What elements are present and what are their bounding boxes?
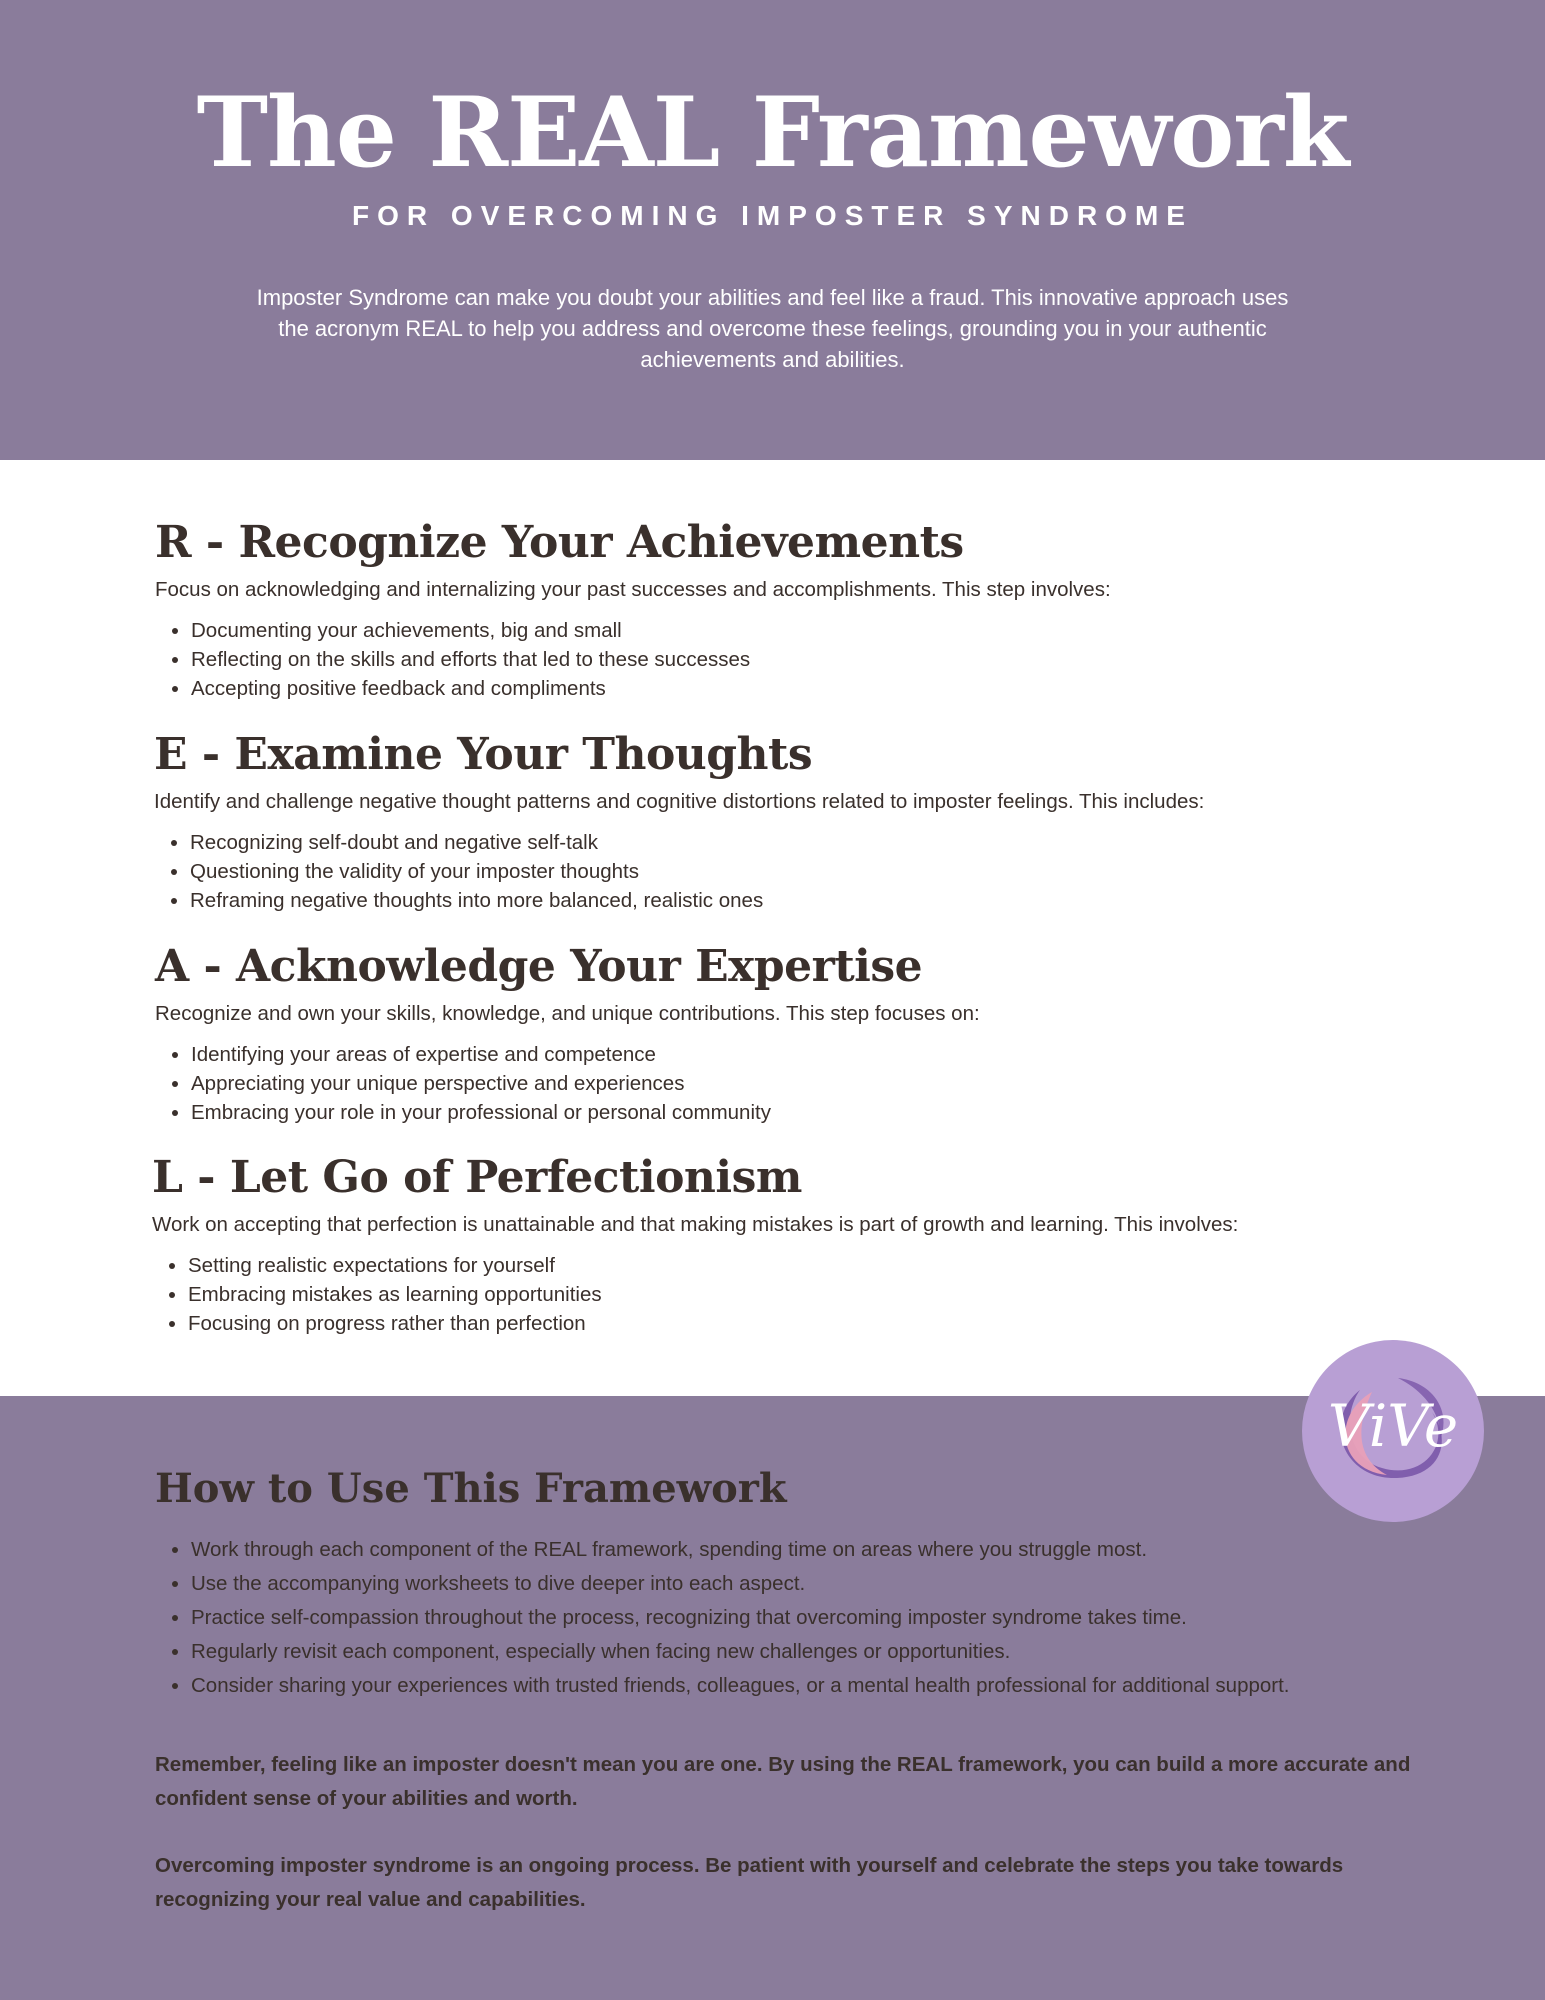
- list-item: • Identifying your areas of expertise and competence: [191, 1040, 1455, 1069]
- section-list: [155, 616, 1455, 703]
- section-heading: A - Acknowledge Your Expertise: [155, 941, 923, 992]
- list-item: • Use the accompanying worksheets to dive deeper into each aspect.: [191, 1567, 1491, 1601]
- list-item: • Consider sharing your experiences with trusted friends, colleagues, or a mental health professional for additional support.: [191, 1669, 1491, 1703]
- section-examine: [154, 728, 1454, 915]
- section-list: [155, 1040, 1455, 1127]
- list-item: • Regularly revisit each component, especially when facing new challenges or opportunities.: [191, 1635, 1491, 1669]
- vive-logo-icon: [1302, 1340, 1484, 1522]
- list-item: • Practice self-compassion throughout the process, recognizing that overcoming imposter syndrome takes time.: [191, 1601, 1491, 1635]
- list-item: • Documenting your achievements, big and small: [191, 616, 1455, 645]
- how-to-use-list: [155, 1533, 1491, 1703]
- list-item: • Setting realistic expectations for yourself: [188, 1251, 1452, 1280]
- list-item: • Recognizing self-doubt and negative self-talk: [190, 828, 1454, 857]
- list-item: • Reflecting on the skills and efforts that led to these successes: [191, 645, 1455, 674]
- list-item: • Appreciating your unique perspective and experiences: [191, 1069, 1455, 1098]
- list-item: • Questioning the validity of your imposter thoughts: [190, 857, 1454, 886]
- closing-ongoing: Overcoming imposter syndrome is an ongoing process. Be patient with yourself and celebrate the steps you take towards recognizing your real value and capabilities.: [155, 1854, 1344, 1911]
- section-recognize: [155, 516, 1455, 703]
- list-item: • Embracing mistakes as learning opportunities: [188, 1280, 1452, 1309]
- how-to-use-heading: How to Use This Framework: [155, 1465, 787, 1512]
- page-subtitle: FOR OVERCOMING IMPOSTER SYNDROME: [352, 200, 1193, 231]
- section-acknowledge: [155, 940, 1455, 1127]
- list-item: • Embracing your role in your professional or personal community: [191, 1098, 1455, 1127]
- section-heading: E - Examine Your Thoughts: [154, 729, 813, 780]
- list-item: • Focusing on progress rather than perfection: [188, 1309, 1452, 1338]
- section-description: Focus on acknowledging and internalizing your past successes and accomplishments. This step involves:: [155, 578, 1111, 601]
- section-heading: L - Let Go of Perfectionism: [152, 1152, 802, 1203]
- section-let-go: [152, 1151, 1452, 1338]
- list-item: • Reframing negative thoughts into more balanced, realistic ones: [190, 886, 1454, 915]
- section-heading: R - Recognize Your Achievements: [155, 517, 964, 568]
- section-list: [154, 828, 1454, 915]
- section-description: Identify and challenge negative thought patterns and cognitive distortions related to imposter feelings. This includes:: [154, 790, 1205, 813]
- page-title: The REAL Framework: [196, 76, 1349, 189]
- list-item: • Work through each component of the REAL framework, spending time on areas where you struggle most.: [191, 1533, 1491, 1567]
- logo-text: ViVe: [1327, 1392, 1459, 1460]
- intro-paragraph: Imposter Syndrome can make you doubt your abilities and feel like a fraud. This innovative approach uses the acronym REAL to help you address and overcome these feelings, grounding you in your authentic achievements and abilities.: [256, 285, 1289, 372]
- closing-remember: Remember, feeling like an imposter doesn't mean you are one. By using the REAL framework, you can build a more accurate and confident sense of your abilities and worth.: [155, 1753, 1411, 1810]
- section-list: [152, 1251, 1452, 1338]
- section-description: Recognize and own your skills, knowledge, and unique contributions. This step focuses on:: [155, 1002, 980, 1025]
- list-item: • Accepting positive feedback and compliments: [191, 674, 1455, 703]
- section-description: Work on accepting that perfection is unattainable and that making mistakes is part of growth and learning. This involves:: [152, 1213, 1239, 1236]
